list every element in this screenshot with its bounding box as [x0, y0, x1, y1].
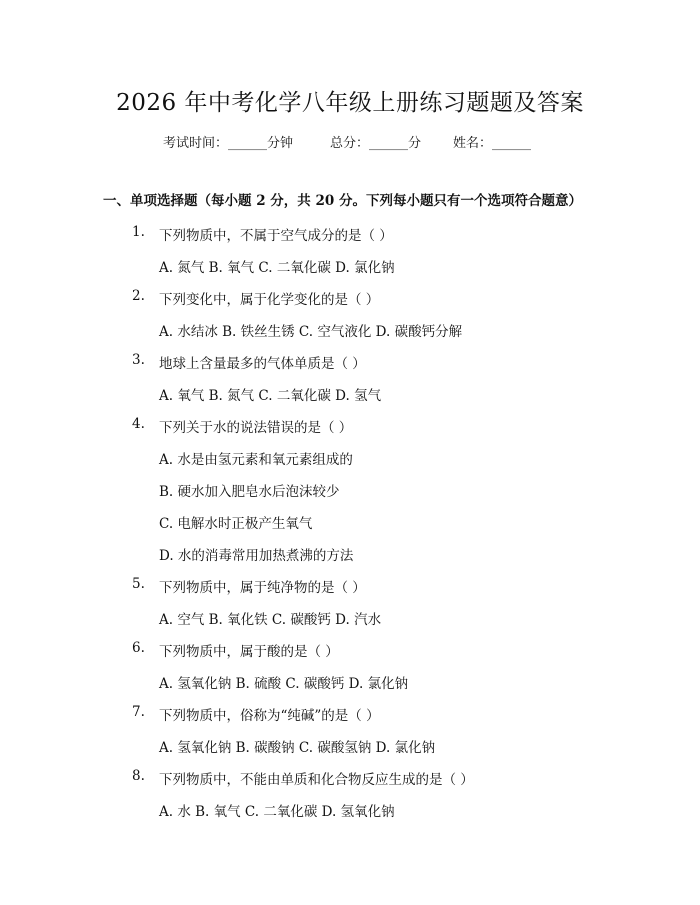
section-heading: 一、单项选择题（每小题 2 分，共 20 分。下列每小题只有一个选项符合题意） [103, 193, 582, 209]
question-text: 下列关于水的说法错误的是（ ） [159, 420, 353, 436]
question-number: 2. [132, 288, 145, 304]
question-number: 3. [132, 352, 145, 368]
question-options: A. 氧气 B. 氮气 C. 二氧化碳 D. 氢气 [159, 388, 382, 404]
question-number: 5. [132, 576, 145, 592]
exam-time-field: 考试时间：______分钟 [163, 136, 294, 151]
question-text: 下列物质中，不能由单质和化合物反应生成的是（ ） [159, 772, 474, 788]
question-text: 下列物质中，俗称为“纯碱”的是（ ） [159, 708, 380, 724]
question-number: 7. [132, 704, 145, 720]
page-title: 2026 年中考化学八年级上册练习题题及答案 [116, 90, 584, 116]
question-text: 地球上含量最多的气体单质是（ ） [159, 356, 366, 372]
question-option-c: C. 电解水时正极产生氧气 [159, 516, 313, 532]
question-options: A. 氮气 B. 氧气 C. 二氧化碳 D. 氯化钠 [159, 260, 395, 276]
question-text: 下列变化中，属于化学变化的是（ ） [159, 292, 380, 308]
total-score-field: 总分：______分 [330, 136, 422, 151]
question-option-d: D. 水的消毒常用加热煮沸的方法 [159, 548, 354, 564]
question-options: A. 空气 B. 氧化铁 C. 碳酸钙 D. 汽水 [159, 612, 382, 628]
question-text: 下列物质中，属于酸的是（ ） [159, 644, 339, 660]
question-option-a: A. 水是由氢元素和氧元素组成的 [159, 452, 353, 468]
question-number: 8. [132, 768, 145, 784]
question-options: A. 氢氧化钠 B. 碳酸钠 C. 碳酸氢钠 D. 氯化钠 [159, 740, 436, 756]
question-text: 下列物质中，不属于空气成分的是（ ） [159, 228, 393, 244]
question-options: A. 水结冰 B. 铁丝生锈 C. 空气液化 D. 碳酸钙分解 [159, 324, 463, 340]
question-options: A. 氢氧化钠 B. 硫酸 C. 碳酸钙 D. 氯化钠 [159, 676, 409, 692]
question-text: 下列物质中，属于纯净物的是（ ） [159, 580, 366, 596]
question-number: 1. [132, 224, 145, 240]
question-number: 4. [132, 416, 145, 432]
question-options: A. 水 B. 氧气 C. 二氧化碳 D. 氢氧化钠 [159, 804, 395, 820]
name-field: 姓名：______ [453, 136, 532, 151]
question-option-b: B. 硬水加入肥皂水后泡沫较少 [159, 484, 340, 500]
question-number: 6. [132, 640, 145, 656]
